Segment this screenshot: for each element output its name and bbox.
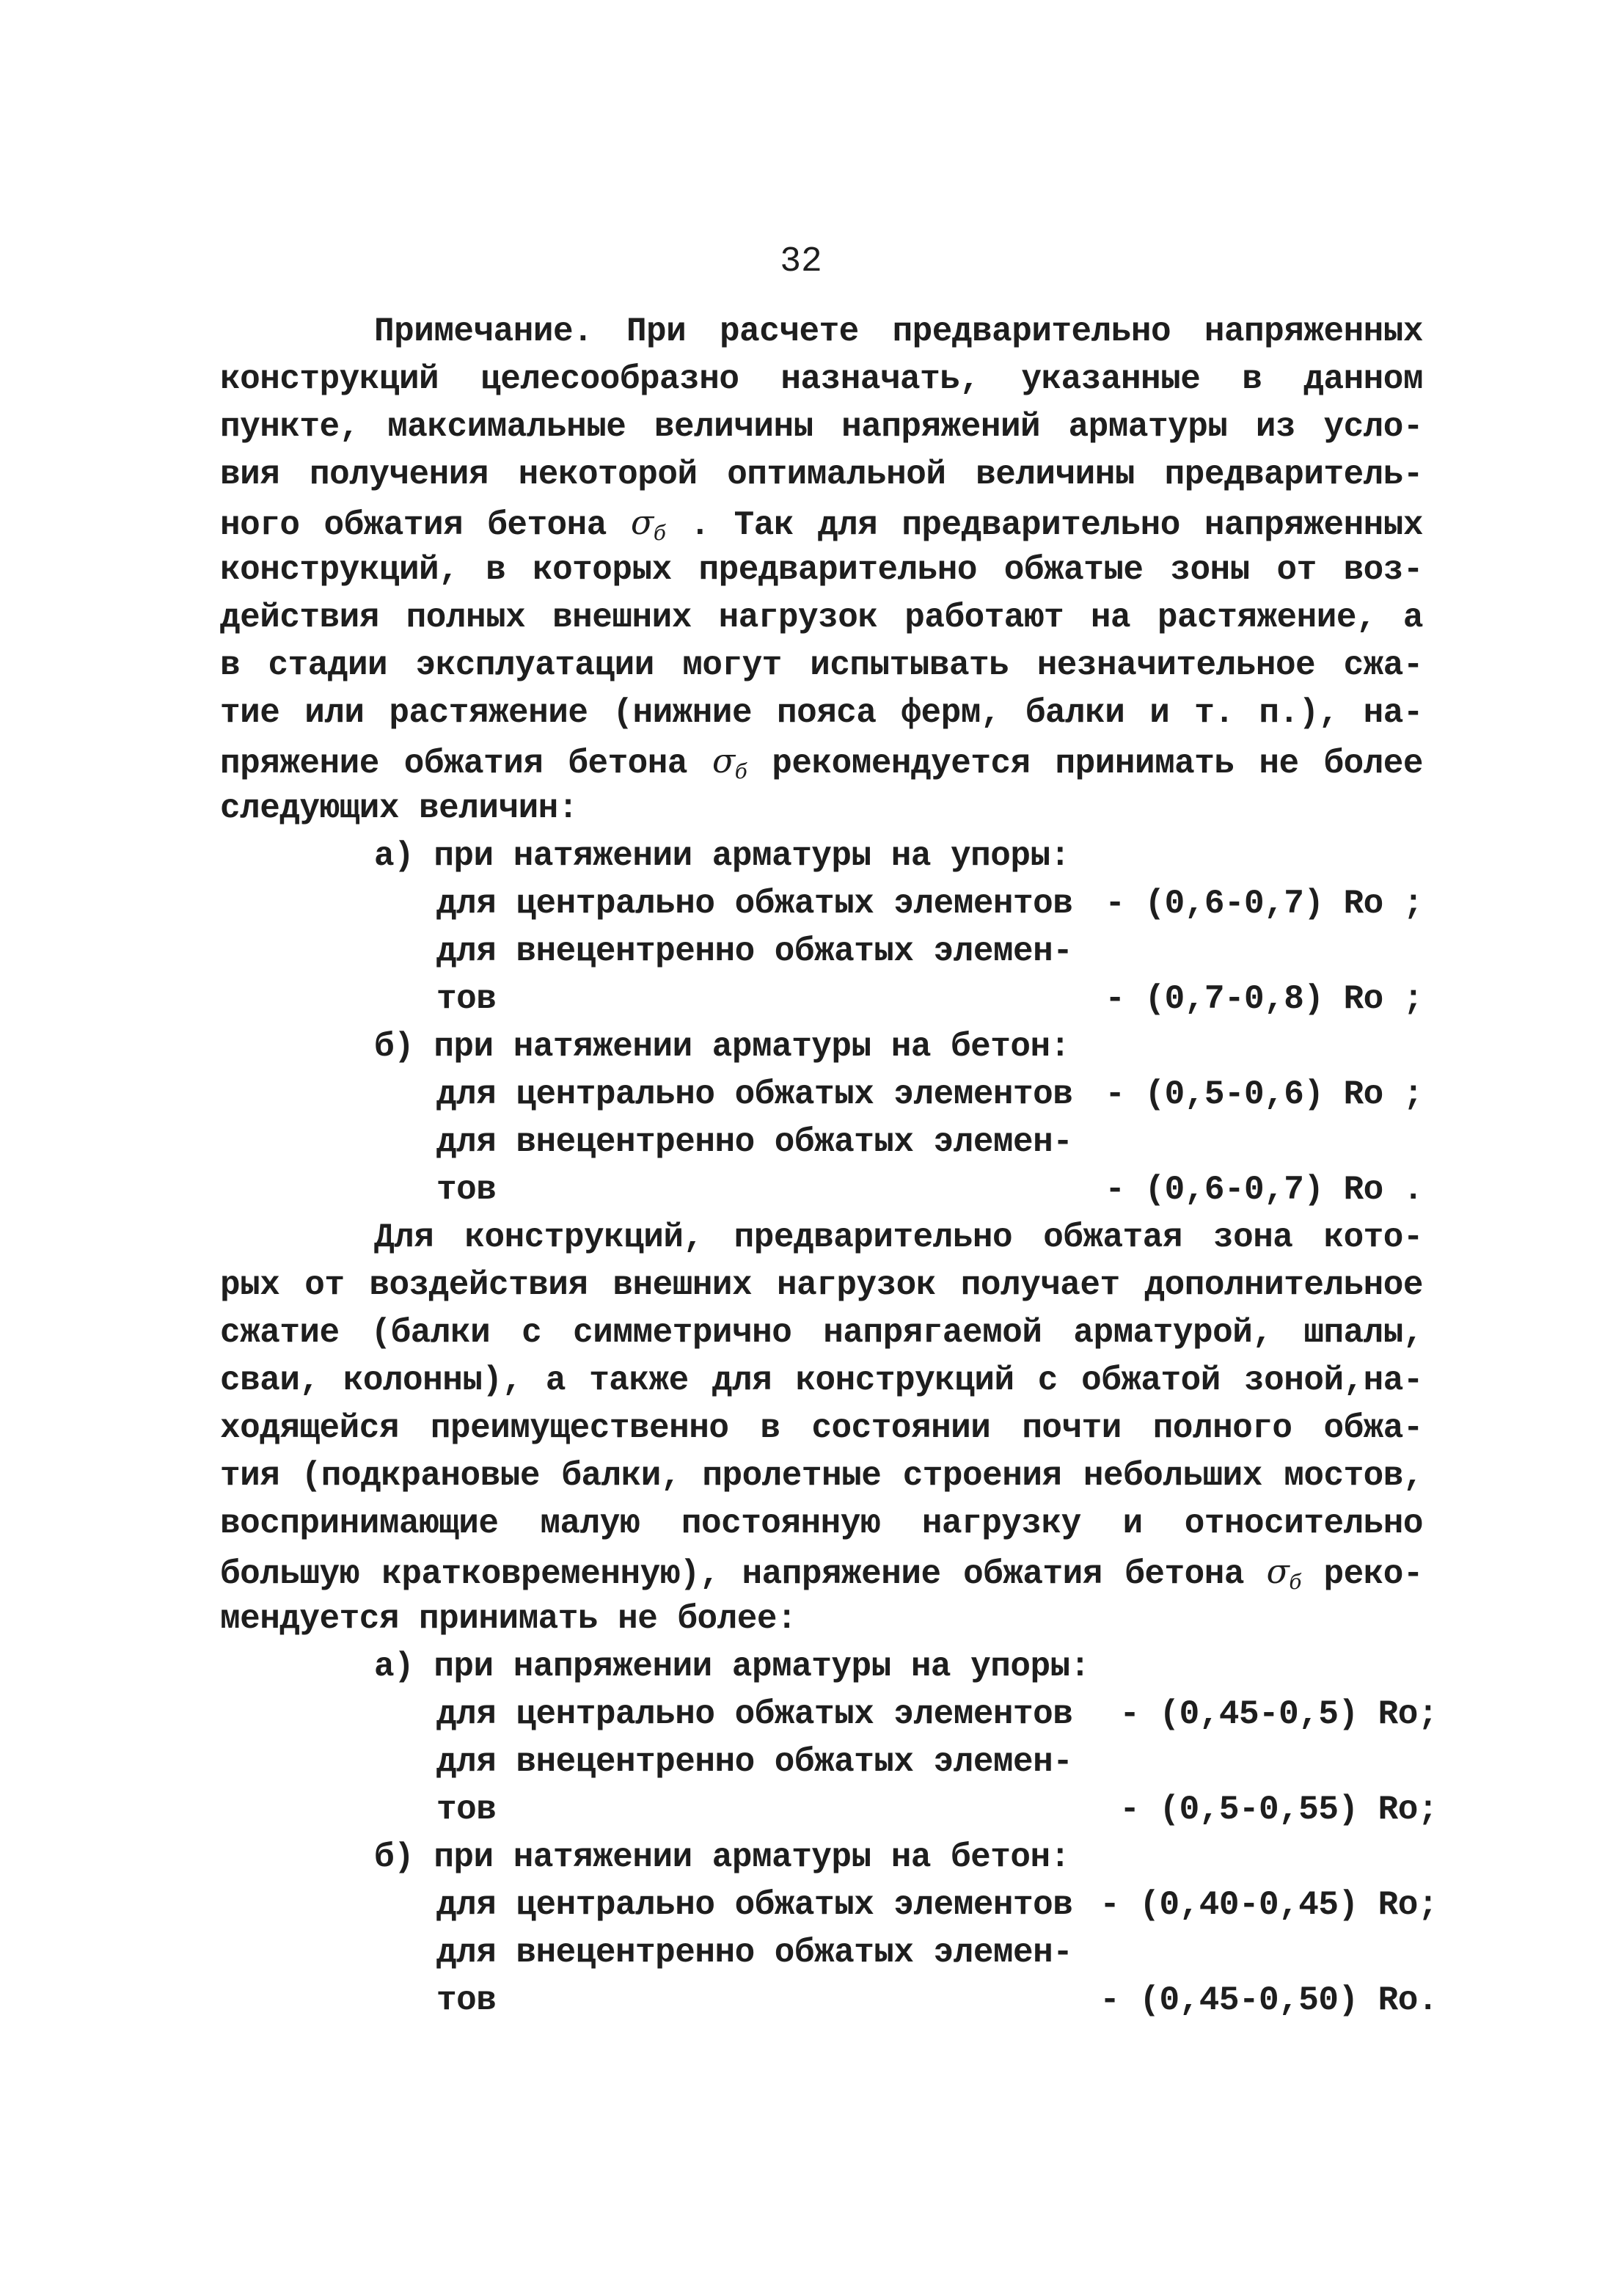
list1-b-eccentric-value: - (0,6-0,7) Ro . bbox=[1105, 1171, 1423, 1209]
note-line-6: конструкций, в которых предварительно обжатые зоны от воз- bbox=[220, 551, 1423, 589]
list2-b-eccentric-value: - (0,45-0,50) Ro. bbox=[1100, 1981, 1438, 2019]
list2-b-central-value: - (0,40-0,45) Ro; bbox=[1100, 1886, 1438, 1924]
para2-line-1: Для конструкций, предварительно обжатая зона кото- bbox=[374, 1218, 1423, 1257]
list1-a-label: а) при натяжении арматуры на упоры: bbox=[374, 837, 1070, 875]
para2-line-8-start: большую кратковременную), напряжение обжатия бетона bbox=[220, 1555, 1244, 1593]
note-line-4: вия получения некоторой оптимальной величины предваритель- bbox=[220, 456, 1423, 494]
note-line-10-end: рекомендуется принимать не более bbox=[772, 745, 1424, 783]
list2-b-eccentric-2: тов - (0,45-0,50) Ro. bbox=[220, 1977, 1423, 2025]
page-number: 32 bbox=[780, 242, 822, 282]
sigma-symbol: $\sigma_б$ bbox=[712, 741, 747, 783]
note-line-11: следующих величин: bbox=[220, 789, 578, 827]
list1-a-eccentric-2: тов - (0,7-0,8) Ro ; bbox=[220, 976, 1423, 1023]
note-line-5-start: ного обжатия бетона bbox=[220, 506, 607, 544]
note-line-7: действия полных внешних нагрузок работают на растяжение, а bbox=[220, 599, 1423, 637]
note-line-10-start: пряжение обжатия бетона bbox=[220, 745, 687, 783]
note-line-5 bbox=[220, 499, 1423, 546]
note-line-1: Примечание. При расчете предварительно напряженных bbox=[374, 312, 1423, 351]
para2-line-3: сжатие (балки с симметрично напрягаемой арматурой, шпалы, bbox=[220, 1314, 1423, 1352]
para2-line-4: сваи, колонны), а также для конструкций с обжатой зоной,на- bbox=[220, 1361, 1423, 1400]
list1-b-eccentric-2: тов - (0,6-0,7) Ro . bbox=[220, 1166, 1423, 1214]
para2-line-9: мендуется принимать не более: bbox=[220, 1600, 797, 1638]
list1-b-eccentric-1: для внецентренно обжатых элемен- bbox=[436, 1123, 1073, 1161]
list1-b-central-value: - (0,5-0,6) Ro ; bbox=[1105, 1075, 1423, 1114]
list1-b-central: для центрально обжатых элементов - (0,5-0,6) Ro ; bbox=[220, 1071, 1423, 1119]
list1-a-eccentric-value: - (0,7-0,8) Ro ; bbox=[1105, 980, 1423, 1018]
note-line-8: в стадии эксплуатации могут испытывать незначительное сжа- bbox=[220, 646, 1423, 684]
note-line-2: конструкций целесообразно назначать, указанные в данном bbox=[220, 360, 1423, 398]
list2-a-eccentric-2: тов - (0,5-0,55) Ro; bbox=[220, 1786, 1423, 1834]
para2-line-7: воспринимающие малую постоянную нагрузку и относительно bbox=[220, 1505, 1423, 1543]
list2-a-eccentric-value: - (0,5-0,55) Ro; bbox=[1119, 1791, 1438, 1829]
list1-b-label: б) при натяжении арматуры на бетон: bbox=[374, 1028, 1070, 1066]
para2-line-2: рых от воздействия внешних нагрузок получает дополнительное bbox=[220, 1266, 1423, 1304]
list1-a-central: для центрально обжатых элементов - (0,6-0,7) Ro ; bbox=[220, 880, 1423, 928]
list1-a-central-value: - (0,6-0,7) Ro ; bbox=[1105, 885, 1423, 923]
list2-b-eccentric-1: для внецентренно обжатых элемен- bbox=[436, 1934, 1073, 1972]
list2-a-central: для центрально обжатых элементов - (0,45-0,5) Ro; bbox=[220, 1691, 1423, 1739]
sigma-symbol: $\sigma_б$ bbox=[1266, 1551, 1301, 1594]
sigma-symbol: $\sigma_б$ bbox=[630, 502, 666, 545]
note-line-5-end: . Так для предварительно напряженных bbox=[690, 506, 1423, 544]
note-line-3: пункте, максимальные величины напряжений арматуры из усло- bbox=[220, 408, 1423, 446]
list1-a-eccentric-1: для внецентренно обжатых элемен- bbox=[436, 932, 1073, 970]
para2-line-6: тия (подкрановые балки, пролетные строения небольших мостов, bbox=[220, 1457, 1423, 1495]
list2-a-eccentric-1: для внецентренно обжатых элемен- bbox=[436, 1743, 1073, 1781]
list2-a-label: а) при напряжении арматуры на упоры: bbox=[374, 1648, 1090, 1686]
document-body bbox=[220, 308, 1438, 2025]
para2-line-8 bbox=[220, 1548, 1423, 1595]
note-line-9: тие или растяжение (нижние пояса ферм, балки и т. п.), на- bbox=[220, 694, 1423, 732]
list2-b-label: б) при натяжении арматуры на бетон: bbox=[374, 1838, 1070, 1876]
note-line-10 bbox=[220, 737, 1423, 785]
para2-line-5: ходящейся преимущественно в состоянии почти полного обжа- bbox=[220, 1409, 1423, 1447]
list2-b-central: для центрально обжатых элементов - (0,40-0,45) Ro; bbox=[220, 1882, 1423, 1929]
list2-a-central-value: - (0,45-0,5) Ro; bbox=[1119, 1695, 1438, 1733]
para2-line-8-end: реко- bbox=[1323, 1555, 1423, 1593]
